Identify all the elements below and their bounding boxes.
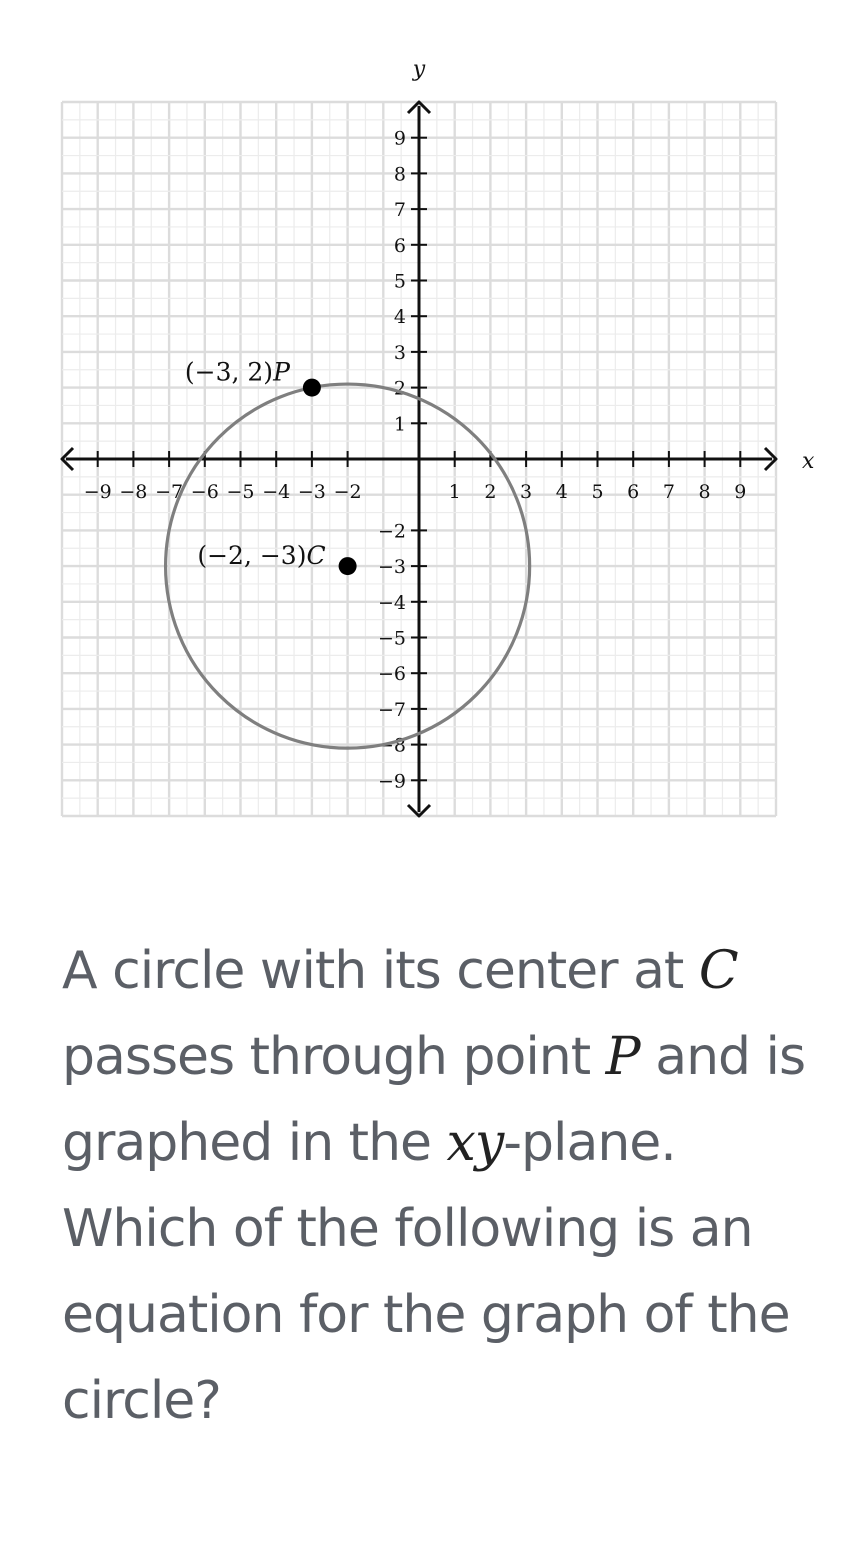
- y-tick-label: 2: [393, 377, 406, 400]
- question-text: [62, 928, 822, 1444]
- center-variable: C: [698, 941, 738, 1001]
- y-tick-label: −5: [377, 627, 406, 650]
- x-tick-label: −3: [297, 481, 326, 503]
- x-tick-label: −5: [226, 481, 255, 503]
- point-P: [303, 379, 321, 397]
- y-tick-label: 6: [393, 234, 406, 257]
- x-tick-label: 4: [555, 481, 568, 503]
- point-coordinates: (−3, 2): [184, 357, 274, 387]
- point-name: P: [273, 357, 290, 387]
- x-tick-label: 8: [698, 481, 711, 503]
- x-tick-label: −9: [83, 481, 112, 503]
- y-tick-label: −7: [377, 698, 406, 721]
- y-tick-label: −8: [377, 734, 406, 757]
- x-tick-label: −2: [333, 481, 362, 503]
- y-axis-label: y: [412, 57, 426, 82]
- x-axis-label: x: [802, 449, 815, 474]
- x-tick-label: 6: [627, 481, 640, 503]
- question-part1: A circle with its center at: [62, 941, 699, 1001]
- y-tick-label: −4: [377, 591, 406, 614]
- x-tick-label: −7: [155, 481, 184, 503]
- y-tick-label: −9: [377, 770, 406, 793]
- question-part4: -plane. Which of the following is an equation for the graph of the circle?: [62, 1113, 790, 1431]
- point-name: C: [306, 541, 326, 571]
- xy-variable: xy: [446, 1113, 504, 1173]
- points-layer: [185, 358, 357, 575]
- x-tick-label: −4: [262, 481, 291, 503]
- y-tick-label: −2: [377, 520, 406, 543]
- point-coordinates: (−2, −3): [197, 541, 307, 571]
- x-tick-label: 9: [734, 481, 747, 503]
- x-tick-label: 5: [591, 481, 604, 503]
- y-tick-label: 4: [393, 306, 406, 329]
- y-tick-label: −3: [377, 556, 406, 579]
- x-tick-label: 2: [484, 481, 497, 503]
- x-tick-label: −8: [119, 481, 148, 503]
- point-C: [339, 557, 357, 575]
- point-variable: P: [605, 1027, 640, 1087]
- x-tick-label: 3: [520, 481, 533, 503]
- question-part2: passes through point: [62, 1027, 606, 1087]
- point-label-P: [185, 358, 291, 387]
- y-tick-label: −6: [377, 663, 406, 686]
- y-tick-label: 9: [393, 127, 406, 150]
- x-tick-label: 1: [448, 481, 461, 503]
- y-tick-label: 1: [393, 413, 406, 436]
- y-tick-label: 5: [393, 270, 406, 293]
- x-tick-label: 7: [662, 481, 675, 503]
- y-tick-label: 3: [393, 341, 406, 364]
- x-tick-label: −6: [190, 481, 219, 503]
- point-label-C: [197, 541, 325, 570]
- y-tick-label: 7: [393, 199, 406, 222]
- y-tick-label: 8: [393, 163, 406, 186]
- question-part3: and is graphed in the: [62, 1027, 806, 1173]
